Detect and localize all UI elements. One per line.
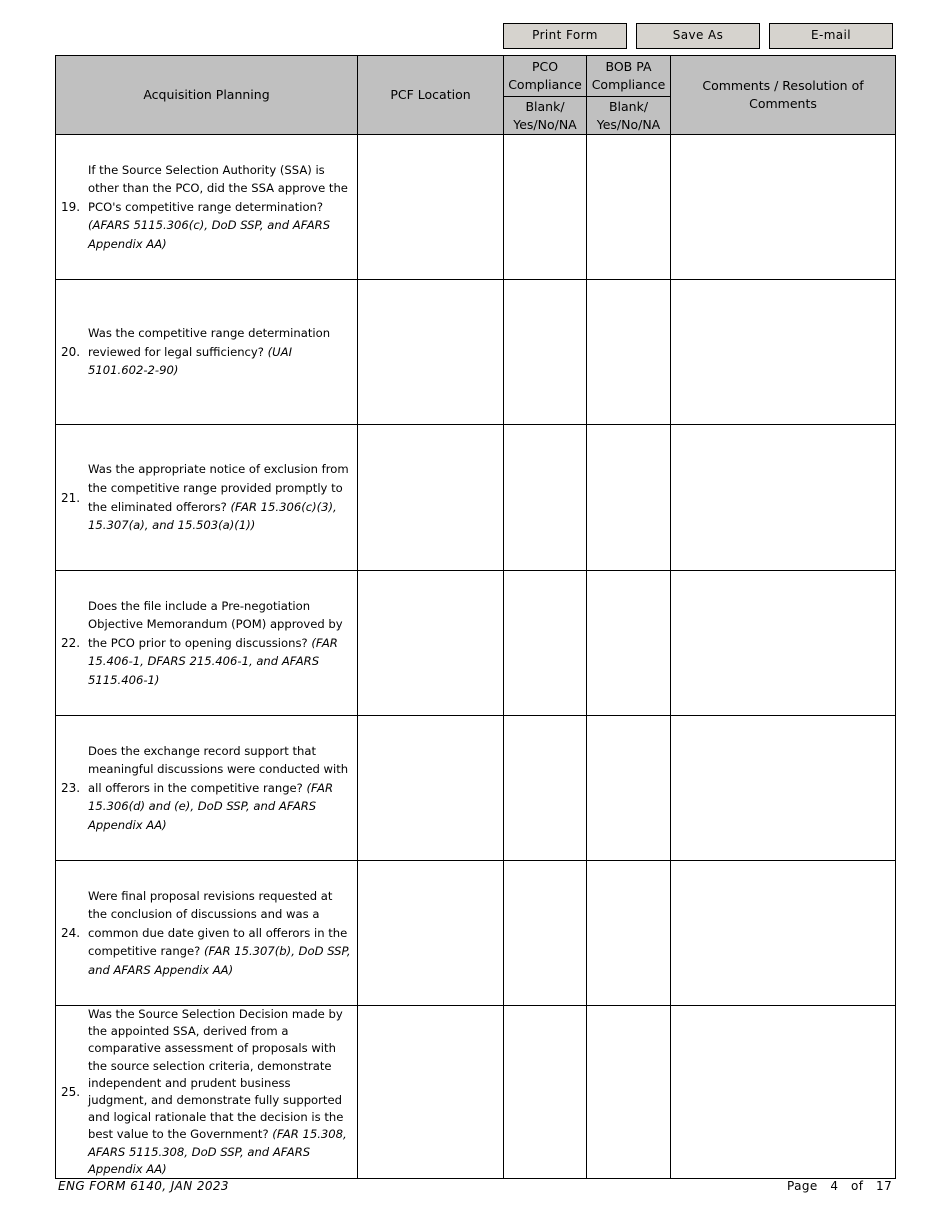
question-text xyxy=(88,597,353,690)
question-number: 25. xyxy=(61,1085,81,1100)
question-number: 19. xyxy=(61,200,81,214)
bob-compliance-field[interactable] xyxy=(587,135,671,280)
question-body: Does the file include a Pre-negotiation Objective Memorandum (POM) approved by the PCO prior to opening discussions? xyxy=(88,598,343,650)
question-body: If the Source Selection Authority (SSA) is other than the PCO, did the SSA approve the PCO's competitive range determination? xyxy=(88,162,348,214)
header-comments: Comments / Resolution of Comments xyxy=(671,56,896,135)
table-row xyxy=(56,716,896,861)
comments-field[interactable] xyxy=(671,280,896,425)
save-as-button[interactable]: Save As xyxy=(636,23,760,49)
email-button[interactable]: E-mail xyxy=(769,23,893,49)
header-bob-compliance: BOB PA Compliance xyxy=(587,56,671,97)
bob-compliance-field[interactable] xyxy=(587,861,671,1006)
bob-compliance-field[interactable] xyxy=(587,716,671,861)
question-reference: (AFARS 5115.306(c), DoD SSP, and AFARS Appendix AA) xyxy=(88,218,331,251)
question-number: 20. xyxy=(61,345,81,359)
question-number: 21. xyxy=(61,490,81,505)
question-number: 23. xyxy=(61,781,81,795)
bob-compliance-field[interactable] xyxy=(587,1006,671,1179)
print-form-button[interactable]: Print Form xyxy=(503,23,627,49)
header-pcf-location: PCF Location xyxy=(358,56,504,135)
comments-field[interactable] xyxy=(671,135,896,280)
question-reference: (FAR 15.307(b), DoD SSP, and AFARS Appendix AA) xyxy=(88,944,351,977)
question-reference: (FAR 15.306(c)(3), 15.307(a), and 15.503(a)(1)) xyxy=(88,499,337,533)
table-row xyxy=(56,280,896,425)
pcf-location-field[interactable] xyxy=(358,280,504,425)
question-text xyxy=(88,1006,353,1178)
question-cell xyxy=(56,135,358,280)
of-label: of xyxy=(851,1179,864,1193)
header-pco-compliance: PCO Compliance xyxy=(504,56,587,97)
form-toolbar xyxy=(503,23,895,51)
pco-compliance-field[interactable] xyxy=(504,861,587,1006)
page-indicator xyxy=(787,1179,892,1193)
pcf-location-field[interactable] xyxy=(358,716,504,861)
table-row xyxy=(56,425,896,571)
pco-compliance-field[interactable] xyxy=(504,716,587,861)
question-text xyxy=(88,887,353,980)
comments-field[interactable] xyxy=(671,425,896,571)
question-reference: (FAR 15.306(d) and (e), DoD SSP, and AFARS Appendix AA) xyxy=(88,780,334,832)
question-cell xyxy=(56,716,358,861)
question-number: 24. xyxy=(61,926,81,940)
pco-compliance-field[interactable] xyxy=(504,135,587,280)
question-reference: (FAR 15.406-1, DFARS 215.406-1, and AFARS 5115.406-1) xyxy=(88,635,338,687)
bob-compliance-field[interactable] xyxy=(587,280,671,425)
question-cell xyxy=(56,425,358,571)
pco-compliance-field[interactable] xyxy=(504,425,587,571)
question-text xyxy=(88,460,353,534)
table-row xyxy=(56,135,896,280)
page-label: Page xyxy=(787,1179,818,1193)
pco-compliance-field[interactable] xyxy=(504,571,587,716)
table-row xyxy=(56,1006,896,1179)
comments-field[interactable] xyxy=(671,861,896,1006)
question-text xyxy=(88,742,353,835)
question-reference: (UAI 5101.602-2-90) xyxy=(88,344,292,378)
bob-compliance-field[interactable] xyxy=(587,425,671,571)
comments-field[interactable] xyxy=(671,571,896,716)
page-number: 4 xyxy=(830,1179,839,1193)
question-reference: (FAR 15.308, AFARS 5115.308, DoD SSP, and AFARS Appendix AA) xyxy=(88,1127,347,1176)
question-body: Does the exchange record support that meaningful discussions were conducted with all offerors in the competitive range? xyxy=(88,743,349,795)
header-pco-values: Blank/ Yes/No/NA xyxy=(504,97,587,135)
pcf-location-field[interactable] xyxy=(358,861,504,1006)
total-pages: 17 xyxy=(876,1179,893,1193)
table-row xyxy=(56,571,896,716)
comments-field[interactable] xyxy=(671,1006,896,1179)
checklist-table xyxy=(55,55,896,1179)
question-text xyxy=(88,161,353,254)
bob-compliance-field[interactable] xyxy=(587,571,671,716)
pco-compliance-field[interactable] xyxy=(504,280,587,425)
pcf-location-field[interactable] xyxy=(358,135,504,280)
pco-compliance-field[interactable] xyxy=(504,1006,587,1179)
table-row xyxy=(56,861,896,1006)
pcf-location-field[interactable] xyxy=(358,571,504,716)
pcf-location-field[interactable] xyxy=(358,1006,504,1179)
question-cell xyxy=(56,861,358,1006)
question-body: Was the Source Selection Decision made by the appointed SSA, derived from a comparative assessment of proposals with the source selection criteria, demonstrate independent and prudent business judgment, and demonstrate fully supported and logical rationale that the decision is the best value to the Government? xyxy=(88,1007,344,1142)
question-body: Was the appropriate notice of exclusion from the competitive range provided promptly to the eliminated offerors? xyxy=(88,462,349,514)
question-body: Was the competitive range determination reviewed for legal sufficiency? xyxy=(88,326,331,359)
question-body: Were final proposal revisions requested at the conclusion of discussions and was a common due date given to all offerors in the competitive range? xyxy=(88,888,348,959)
question-cell xyxy=(56,1006,358,1179)
comments-field[interactable] xyxy=(671,716,896,861)
question-cell xyxy=(56,571,358,716)
header-acquisition-planning: Acquisition Planning xyxy=(56,56,358,135)
question-text xyxy=(88,324,353,380)
form-identifier: ENG FORM 6140, JAN 2023 xyxy=(58,1179,229,1193)
question-number: 22. xyxy=(61,636,81,650)
header-bob-values: Blank/ Yes/No/NA xyxy=(587,97,671,135)
pcf-location-field[interactable] xyxy=(358,425,504,571)
question-cell xyxy=(56,280,358,425)
